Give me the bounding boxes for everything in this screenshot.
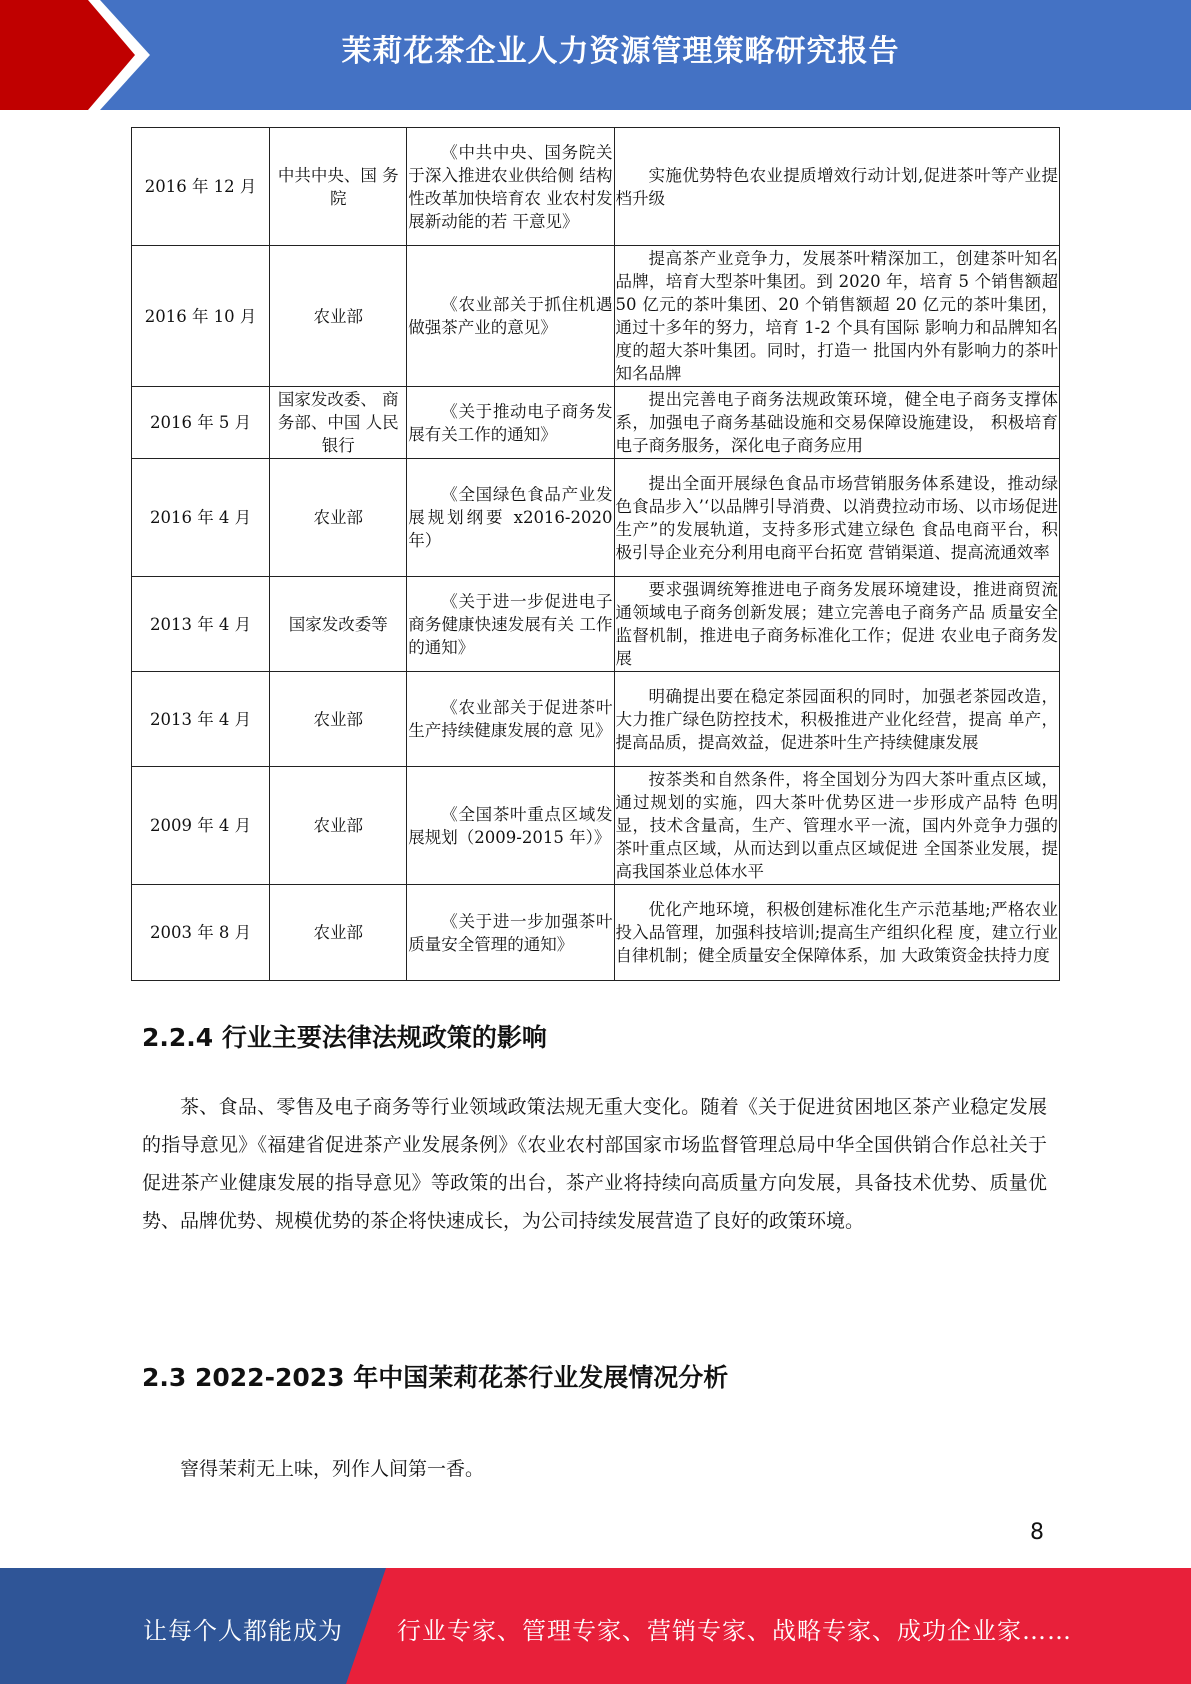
policy-content: 提高茶产业竞争力，发展茶叶精深加工，创建茶叶知名品牌，培育大型茶叶集团。到 2020 年，培育 5 个销售额超 50 亿元的茶叶集团、20 个销售额超 20 亿元的茶叶集团，通过十多年的努力，培育 1-2 个具有国际 影响力和品牌知名度的超大茶叶集团。同时，打造一 批国内外有影响力的茶叶知名品牌 [614, 246, 1060, 387]
footer-slogan-right: 行业专家、管理专家、营销专家、战略专家、成功企业家…… [397, 1617, 1072, 1645]
policy-content: 提出全面开展绿色食品市场营销服务体系建设，推动绿色食品步入’‘以品牌引导消费、以消费拉动市场、以市场促进生产”的发展轨道，支持多形式建立绿色 食品电商平台，积极引导企业充分利用电商平台拓宽 营销渠道、提高流通效率 [614, 459, 1060, 577]
section-23-paragraph: 窨得茉莉无上味，列作人间第一香。 [180, 1458, 485, 1480]
table-row [132, 459, 1060, 577]
policy-content: 要求强调统筹推进电子商务发展环境建设，推进商贸流通领域电子商务创新发展；建立完善电子商务产品 质量安全监督机制，推进电子商务标准化工作；促进 农业电子商务发展 [614, 577, 1060, 672]
table-row [132, 577, 1060, 672]
policy-date: 2013 年 4 月 [132, 577, 270, 672]
policy-content: 提出完善电子商务法规政策环境，健全电子商务支撑体系，加强电子商务基础设施和交易保障设施建设， 积极培育电子商务服务，深化电子商务应用 [614, 387, 1060, 459]
policy-department: 农业部 [270, 885, 407, 981]
policy-department: 中共中央、国 务院 [270, 128, 407, 246]
policy-date: 2009 年 4 月 [132, 767, 270, 885]
table-row [132, 885, 1060, 981]
report-title: 茉莉花茶企业人力资源管理策略研究报告 [341, 34, 900, 69]
table-row [132, 128, 1060, 246]
page-header [0, 0, 1191, 110]
footer-slogan-left: 让每个人都能成为 [143, 1617, 343, 1645]
policy-department: 农业部 [270, 246, 407, 387]
table-row [132, 767, 1060, 885]
policy-date: 2016 年 4 月 [132, 459, 270, 577]
policy-department: 农业部 [270, 459, 407, 577]
policy-document: 《农业部关于抓住机遇 做强茶产业的意见》 [407, 246, 614, 387]
table-row [132, 672, 1060, 767]
policy-content: 实施优势特色农业提质增效行动计划,促进茶叶等产业提档升级 [614, 128, 1060, 246]
policy-date: 2016 年 12 月 [132, 128, 270, 246]
policy-content: 优化产地环境，积极创建标准化生产示范基地;严格农业投入品管理，加强科技培训;提高生产组织化程 度，建立行业自律机制；健全质量安全保障体系，加 大政策资金扶持力度 [614, 885, 1060, 981]
policy-document: 《全国绿色食品产业发 展规划纲要 x2016-2020 年） [407, 459, 614, 577]
section-224-paragraph: 茶、食品、零售及电子商务等行业领域政策法规无重大变化。随着《关于促进贫困地区茶产业稳定发展的指导意见》《福建省促进茶产业发展条例》《农业农村部国家市场监督管理总局中华全国供销合作总社关于促进茶产业健康发展的指导意见》等政策的出台，茶产业将持续向高质量方向发展，具备技术优势、质量优势、品牌优势、规模优势的茶企将快速成长，为公司持续发展营造了良好的政策环境。 [142, 1096, 1047, 1232]
policy-date: 2003 年 8 月 [132, 885, 270, 981]
policy-content: 按茶类和自然条件，将全国划分为四大茶叶重点区域， 通过规划的实施，四大茶叶优势区进一步形成产品特 色明显，技术含量高，生产、管理水平一流，国内外竞争力强的茶叶重点区域，从而达到以重点区域促进 全国茶业发展，提高我国茶业总体水平 [614, 767, 1060, 885]
policy-date: 2016 年 5 月 [132, 387, 270, 459]
policy-department: 国家发改委、 商务部、中国 人民银行 [270, 387, 407, 459]
section-heading-23: 2.3 2022-2023 年中国茉莉花茶行业发展情况分析 [142, 1363, 729, 1392]
policy-document: 《关于推动电子商务发 展有关工作的通知》 [407, 387, 614, 459]
policy-document: 《全国茶叶重点区域发 展规划（2009-2015 年）》 [407, 767, 614, 885]
policy-document: 《农业部关于促进茶叶 生产持续健康发展的意 见》 [407, 672, 614, 767]
policy-document: 《关于进一步加强茶叶 质量安全管理的通知》 [407, 885, 614, 981]
section-heading-224: 2.2.4 行业主要法律法规政策的影响 [142, 1023, 547, 1052]
policy-date: 2016 年 10 月 [132, 246, 270, 387]
policy-document: 《中共中央、国务院关 于深入推进农业供给侧 结构性改革加快培育农 业农村发展新动能的若 干意见》 [407, 128, 614, 246]
policy-date: 2013 年 4 月 [132, 672, 270, 767]
policy-content: 明确提出要在稳定茶园面积的同时，加强老茶园改造， 大力推广绿色防控技术，积极推进产业化经营，提高 单产，提高品质，提高效益，促进茶叶生产持续健康发展 [614, 672, 1060, 767]
page-footer [0, 1568, 1191, 1684]
policy-document: 《关于进一步促进电子 商务健康快速发展有关 工作的通知》 [407, 577, 614, 672]
policy-department: 农业部 [270, 767, 407, 885]
page-number: 8 [1030, 1520, 1044, 1545]
policy-department: 农业部 [270, 672, 407, 767]
policy-department: 国家发改委等 [270, 577, 407, 672]
table-row [132, 246, 1060, 387]
policy-table [131, 127, 1060, 981]
table-row [132, 387, 1060, 459]
